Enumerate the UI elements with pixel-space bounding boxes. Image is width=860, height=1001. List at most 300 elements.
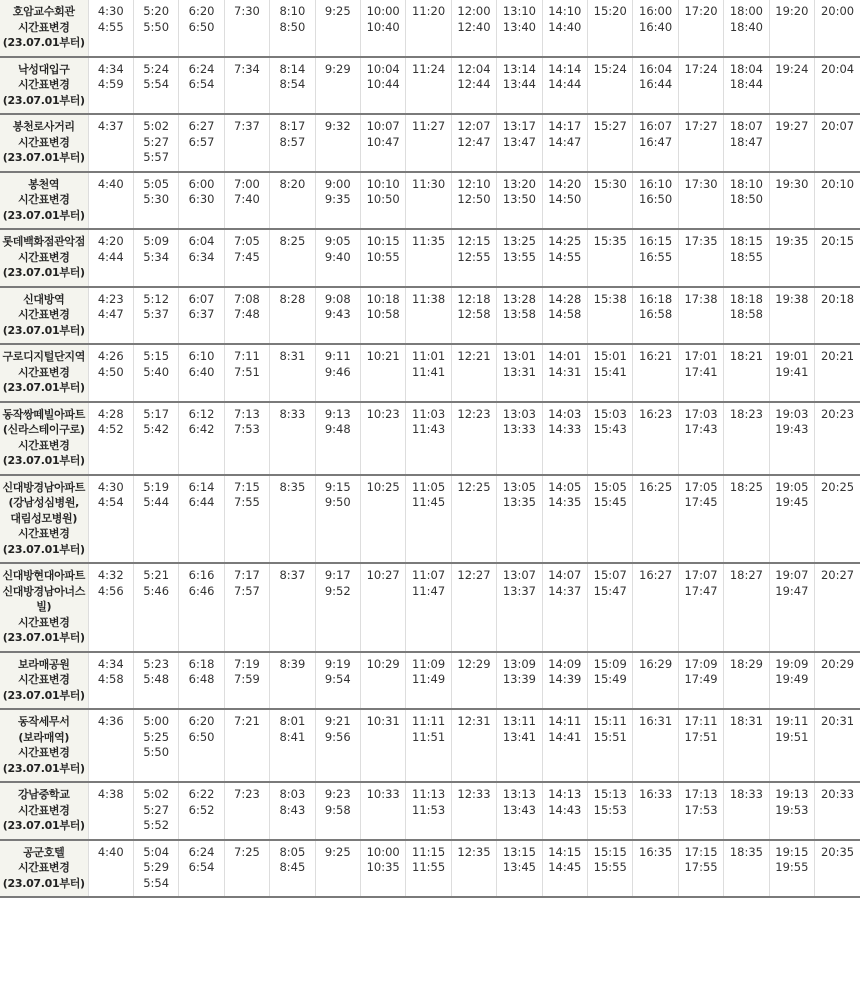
stop-name-line: 시간표변경 <box>17 308 70 321</box>
stop-name-line: (23.07.01부터) <box>2 323 85 337</box>
departure-time: 16:40 <box>639 19 673 34</box>
departure-time-cell <box>769 840 814 898</box>
table-row <box>0 709 860 782</box>
departure-time-cell <box>88 172 133 230</box>
departure-time: 17:11 <box>684 714 718 728</box>
departure-time-cell <box>724 172 769 230</box>
departure-time: 8:05 <box>279 844 306 859</box>
departure-time: 20:33 <box>820 787 855 801</box>
departure-time-cell <box>815 114 860 172</box>
stop-name-cell <box>0 287 88 345</box>
departure-time-cell <box>633 57 678 115</box>
departure-time-cell <box>406 563 451 652</box>
departure-time-cell <box>270 57 315 115</box>
departure-time: 14:37 <box>548 583 582 598</box>
departure-time: 12:27 <box>457 568 491 582</box>
departure-time-cell <box>769 114 814 172</box>
stop-name-line: 낙성대입구 <box>17 62 70 76</box>
departure-time: 16:50 <box>639 192 673 206</box>
departure-time: 5:37 <box>143 307 170 321</box>
departure-time: 18:04 <box>729 61 763 76</box>
departure-time: 15:47 <box>593 583 627 598</box>
departure-time: 4:50 <box>97 364 124 379</box>
departure-time: 19:27 <box>775 119 809 133</box>
departure-time-cell <box>315 563 360 652</box>
departure-time: 5:24 <box>143 61 170 76</box>
departure-time-cell <box>360 563 405 652</box>
stop-name-line: 강남중학교 <box>17 788 70 801</box>
departure-time-cell <box>542 475 587 564</box>
departure-time-cell <box>224 709 269 782</box>
departure-time-cell <box>815 563 860 652</box>
departure-time: 6:00 <box>188 176 215 191</box>
departure-time-cell <box>724 402 769 475</box>
departure-time-cell <box>406 782 451 840</box>
departure-time-cell <box>360 402 405 475</box>
departure-time-cell <box>360 475 405 564</box>
departure-time: 16:18 <box>639 291 673 306</box>
departure-time: 12:00 <box>457 4 491 18</box>
departure-time: 19:45 <box>775 495 809 509</box>
stop-name-cell <box>0 229 88 287</box>
departure-time: 18:33 <box>729 787 763 801</box>
departure-time-cell <box>769 475 814 564</box>
departure-time: 10:15 <box>366 234 400 248</box>
stop-name-line: 보라매공원 <box>17 657 70 671</box>
departure-time: 6:50 <box>188 19 215 34</box>
departure-time-cell <box>451 0 496 57</box>
departure-time: 6:40 <box>188 364 215 379</box>
departure-time: 8:28 <box>279 291 306 306</box>
departure-time: 5:19 <box>143 479 170 494</box>
departure-time: 13:20 <box>502 176 536 191</box>
departure-time: 12:04 <box>457 61 491 76</box>
departure-time: 7:19 <box>234 656 260 671</box>
departure-time: 4:23 <box>97 291 124 306</box>
departure-time: 13:40 <box>502 19 536 34</box>
departure-time: 14:41 <box>548 729 582 744</box>
departure-time-cell <box>360 114 405 172</box>
departure-time: 6:20 <box>188 714 215 728</box>
departure-time-cell <box>179 229 224 287</box>
departure-time: 5:15 <box>143 349 170 363</box>
departure-time-cell <box>724 563 769 652</box>
departure-time: 9:23 <box>324 787 351 801</box>
departure-time: 8:33 <box>279 406 306 421</box>
departure-time: 13:10 <box>502 4 536 18</box>
departure-time: 20:10 <box>820 176 855 191</box>
departure-time: 14:03 <box>548 406 582 421</box>
departure-time: 14:35 <box>548 495 582 509</box>
departure-time: 8:50 <box>279 19 306 34</box>
departure-time: 18:00 <box>729 4 763 18</box>
departure-time: 19:20 <box>775 4 809 18</box>
table-row <box>0 344 860 402</box>
departure-time: 17:55 <box>684 860 718 874</box>
departure-time: 19:09 <box>775 656 809 671</box>
departure-time: 19:49 <box>775 672 809 686</box>
departure-time: 8:01 <box>279 714 306 728</box>
departure-time-cell <box>179 782 224 840</box>
departure-time: 9:52 <box>324 583 351 598</box>
departure-time-cell <box>678 344 723 402</box>
departure-time: 20:35 <box>820 844 855 859</box>
departure-time: 18:07 <box>729 119 763 133</box>
departure-time-cell <box>270 0 315 57</box>
departure-time-cell <box>133 287 178 345</box>
departure-time: 6:57 <box>188 134 215 149</box>
stop-name-line: (23.07.01부터) <box>2 542 85 556</box>
departure-time-cell <box>451 709 496 782</box>
departure-time-cell <box>179 475 224 564</box>
departure-time: 20:04 <box>820 61 855 76</box>
departure-time: 9:56 <box>324 729 351 744</box>
departure-time-cell <box>451 475 496 564</box>
departure-time-cell <box>315 475 360 564</box>
departure-time: 4:56 <box>97 583 124 598</box>
departure-time: 15:07 <box>593 568 627 582</box>
departure-time: 5:42 <box>143 422 170 436</box>
departure-time: 4:34 <box>97 61 124 76</box>
departure-time: 9:58 <box>324 802 351 817</box>
departure-time: 20:18 <box>820 291 855 306</box>
departure-time: 6:12 <box>188 406 215 421</box>
departure-time: 5:54 <box>143 875 170 890</box>
departure-time: 15:49 <box>593 672 627 686</box>
departure-time: 16:10 <box>639 176 673 191</box>
departure-time-cell <box>724 229 769 287</box>
stop-name-line: (23.07.01부터) <box>2 819 85 832</box>
stop-name-cell <box>0 172 88 230</box>
departure-time: 7:37 <box>234 119 260 133</box>
departure-time: 16:27 <box>639 568 673 582</box>
departure-time: 19:51 <box>775 729 809 744</box>
departure-time: 7:13 <box>234 406 260 421</box>
stop-name-cell <box>0 114 88 172</box>
departure-time: 5:05 <box>143 176 170 191</box>
departure-time: 11:07 <box>412 568 446 582</box>
departure-time: 16:23 <box>639 406 673 421</box>
departure-time: 11:53 <box>412 802 446 817</box>
departure-time-cell <box>678 652 723 710</box>
departure-time-cell <box>133 709 178 782</box>
departure-time: 9:11 <box>324 349 351 363</box>
departure-time: 13:07 <box>502 568 536 582</box>
departure-time-cell <box>633 709 678 782</box>
departure-time: 7:15 <box>234 479 260 494</box>
departure-time: 12:44 <box>457 77 491 91</box>
departure-time-cell <box>724 0 769 57</box>
departure-time-cell <box>542 287 587 345</box>
departure-time: 6:24 <box>188 844 215 859</box>
departure-time-cell <box>497 840 542 898</box>
departure-time: 14:01 <box>548 349 582 363</box>
departure-time: 5:23 <box>143 656 170 671</box>
departure-time: 5:29 <box>143 860 170 874</box>
departure-time-cell <box>179 652 224 710</box>
departure-time: 9:13 <box>324 406 351 421</box>
departure-time: 11:03 <box>412 406 446 421</box>
departure-time: 5:09 <box>143 234 170 248</box>
departure-time: 18:25 <box>729 479 763 494</box>
table-row <box>0 57 860 115</box>
departure-time: 10:23 <box>366 406 400 421</box>
departure-time-cell <box>542 782 587 840</box>
stop-name-line: 시간표변경 <box>17 135 70 149</box>
stop-name-line: (신라스테이구로) <box>2 423 85 436</box>
departure-time: 16:47 <box>639 134 673 149</box>
departure-time-cell <box>133 402 178 475</box>
departure-time: 9:54 <box>324 672 351 686</box>
departure-time: 6:04 <box>188 234 215 248</box>
departure-time-cell <box>406 402 451 475</box>
departure-time-cell <box>315 709 360 782</box>
stop-name-line: (23.07.01부터) <box>2 93 85 107</box>
departure-time-cell <box>179 172 224 230</box>
departure-time: 6:07 <box>188 291 215 306</box>
departure-time: 17:20 <box>684 4 718 18</box>
departure-time: 19:07 <box>775 568 809 582</box>
stop-name-cell <box>0 57 88 115</box>
departure-time-cell <box>724 114 769 172</box>
departure-time-cell <box>224 344 269 402</box>
departure-time: 6:37 <box>188 307 215 321</box>
departure-time: 10:47 <box>366 134 400 149</box>
departure-time: 18:58 <box>729 307 763 321</box>
stop-name-line: 시간표변경 <box>17 615 70 629</box>
departure-time-cell <box>270 229 315 287</box>
departure-time: 16:31 <box>639 714 673 728</box>
departure-time: 8:41 <box>279 729 306 744</box>
table-row <box>0 229 860 287</box>
departure-time-cell <box>542 402 587 475</box>
departure-time-cell <box>224 229 269 287</box>
departure-time: 6:14 <box>188 479 215 494</box>
departure-time-cell <box>179 287 224 345</box>
departure-time-cell <box>588 840 633 898</box>
stop-name-line: (23.07.01부터) <box>2 631 85 644</box>
departure-time-cell <box>315 402 360 475</box>
departure-time: 4:20 <box>97 234 124 248</box>
departure-time: 10:31 <box>366 714 400 728</box>
departure-time-cell <box>315 0 360 57</box>
departure-time: 7:59 <box>234 672 260 686</box>
departure-time-cell <box>588 0 633 57</box>
departure-time-cell <box>588 114 633 172</box>
departure-time-cell <box>497 114 542 172</box>
departure-time: 20:27 <box>820 568 855 582</box>
departure-time-cell <box>315 782 360 840</box>
departure-time: 7:25 <box>234 844 260 859</box>
stop-name-line: 시간표변경 <box>17 250 70 264</box>
stop-name-line: 동작세무서 <box>17 715 70 728</box>
departure-time: 8:03 <box>279 787 306 801</box>
departure-time: 10:44 <box>366 77 400 91</box>
departure-time-cell <box>179 402 224 475</box>
departure-time-cell <box>315 57 360 115</box>
stop-name-line: 시간표변경 <box>17 20 70 34</box>
departure-time: 18:50 <box>729 192 763 206</box>
departure-time-cell <box>678 709 723 782</box>
departure-time-cell <box>633 172 678 230</box>
departure-time-cell <box>224 172 269 230</box>
stop-name-line: (23.07.01부터) <box>2 876 85 890</box>
departure-time: 6:48 <box>188 672 215 686</box>
departure-time-cell <box>133 652 178 710</box>
stop-name-line: (23.07.01부터) <box>2 381 85 394</box>
departure-time: 11:35 <box>412 234 446 248</box>
departure-time: 12:10 <box>457 176 491 191</box>
departure-time: 19:03 <box>775 406 809 421</box>
departure-time-cell <box>769 344 814 402</box>
departure-time: 18:44 <box>729 77 763 91</box>
departure-time-cell <box>133 172 178 230</box>
departure-time: 7:53 <box>234 422 260 436</box>
departure-time-cell <box>815 172 860 230</box>
departure-time-cell <box>724 344 769 402</box>
stop-name-line: 신대방경남아너스빌) <box>2 584 86 613</box>
departure-time: 17:05 <box>684 479 718 494</box>
departure-time: 11:38 <box>412 291 446 306</box>
departure-time: 13:33 <box>502 422 536 436</box>
departure-time-cell <box>724 709 769 782</box>
departure-time: 19:41 <box>775 364 809 379</box>
departure-time: 17:27 <box>684 119 718 133</box>
departure-time: 19:53 <box>775 802 809 817</box>
departure-time-cell <box>815 229 860 287</box>
departure-time: 5:04 <box>143 844 170 859</box>
departure-time-cell <box>497 475 542 564</box>
departure-time: 12:23 <box>457 406 491 421</box>
departure-time: 16:25 <box>639 479 673 494</box>
departure-time-cell <box>88 229 133 287</box>
stop-name-line: 신대방역 <box>23 292 65 306</box>
departure-time: 13:47 <box>502 134 536 149</box>
departure-time-cell <box>542 229 587 287</box>
departure-time: 10:10 <box>366 176 400 191</box>
departure-time: 16:35 <box>639 844 673 859</box>
departure-time: 11:43 <box>412 422 446 436</box>
departure-time: 12:47 <box>457 134 491 149</box>
departure-time-cell <box>497 229 542 287</box>
departure-time: 4:34 <box>97 656 124 671</box>
departure-time: 17:35 <box>684 234 718 248</box>
departure-time-cell <box>815 402 860 475</box>
departure-time: 6:20 <box>188 4 215 18</box>
departure-time-cell <box>497 782 542 840</box>
departure-time-cell <box>406 344 451 402</box>
departure-time: 10:40 <box>366 19 400 34</box>
departure-time: 17:53 <box>684 802 718 817</box>
departure-time-cell <box>451 172 496 230</box>
departure-time: 14:58 <box>548 307 582 321</box>
departure-time: 20:25 <box>820 479 855 494</box>
departure-time: 13:13 <box>502 787 536 801</box>
stop-name-line: (보라매역) <box>18 730 70 744</box>
departure-time-cell <box>270 287 315 345</box>
departure-time-cell <box>769 563 814 652</box>
departure-time: 15:41 <box>593 364 627 379</box>
departure-time-cell <box>497 287 542 345</box>
departure-time: 5:02 <box>143 787 170 801</box>
departure-time-cell <box>88 287 133 345</box>
departure-time-cell <box>360 344 405 402</box>
departure-time: 13:01 <box>502 349 536 363</box>
departure-time: 5:44 <box>143 495 170 509</box>
departure-time: 7:55 <box>234 495 260 509</box>
departure-time-cell <box>588 57 633 115</box>
departure-time: 18:55 <box>729 249 763 264</box>
departure-time: 13:45 <box>502 860 536 874</box>
departure-time: 4:28 <box>97 406 124 421</box>
departure-time: 4:38 <box>97 787 124 801</box>
stop-name-cell <box>0 0 88 57</box>
departure-time: 8:35 <box>279 479 306 494</box>
departure-time: 5:27 <box>143 802 170 817</box>
departure-time-cell <box>179 709 224 782</box>
departure-time: 5:50 <box>143 745 170 759</box>
departure-time: 5:20 <box>143 4 170 18</box>
departure-time-cell <box>588 563 633 652</box>
departure-time: 19:15 <box>775 844 809 859</box>
departure-time-cell <box>133 229 178 287</box>
departure-time: 6:18 <box>188 656 215 671</box>
departure-time: 6:34 <box>188 249 215 264</box>
departure-time: 17:01 <box>684 349 718 363</box>
departure-time-cell <box>588 475 633 564</box>
stop-name-cell <box>0 840 88 898</box>
departure-time-cell <box>270 172 315 230</box>
stop-name-line: (23.07.01부터) <box>2 151 85 164</box>
departure-time-cell <box>542 652 587 710</box>
departure-time: 13:09 <box>502 656 536 671</box>
departure-time-cell <box>360 172 405 230</box>
departure-time: 8:20 <box>279 176 306 191</box>
departure-time: 15:05 <box>593 479 627 494</box>
departure-time: 5:54 <box>143 77 170 91</box>
departure-time-cell <box>406 229 451 287</box>
departure-time-cell <box>133 563 178 652</box>
departure-time: 15:11 <box>593 714 627 728</box>
stop-name-line: 신대방현대아파트 <box>2 569 86 582</box>
departure-time-cell <box>588 172 633 230</box>
departure-time: 4:30 <box>97 479 124 494</box>
departure-time: 16:44 <box>639 77 673 91</box>
departure-time-cell <box>224 475 269 564</box>
departure-time: 4:26 <box>97 349 124 363</box>
departure-time: 11:45 <box>412 495 446 509</box>
departure-time: 6:46 <box>188 583 215 598</box>
departure-time-cell <box>224 782 269 840</box>
departure-time: 13:55 <box>502 249 536 264</box>
departure-time: 15:43 <box>593 422 627 436</box>
departure-time-cell <box>724 782 769 840</box>
departure-time-cell <box>588 402 633 475</box>
departure-time: 7:40 <box>234 192 260 206</box>
departure-time: 8:39 <box>279 656 306 671</box>
departure-time: 15:01 <box>593 349 627 363</box>
departure-time-cell <box>133 57 178 115</box>
departure-time: 17:03 <box>684 406 718 421</box>
departure-time-cell <box>133 840 178 898</box>
departure-time: 19:30 <box>775 176 809 191</box>
departure-time-cell <box>678 57 723 115</box>
departure-time-cell <box>678 0 723 57</box>
departure-time-cell <box>815 840 860 898</box>
departure-time-cell <box>633 475 678 564</box>
departure-time: 15:15 <box>593 844 627 859</box>
stop-name-cell <box>0 782 88 840</box>
